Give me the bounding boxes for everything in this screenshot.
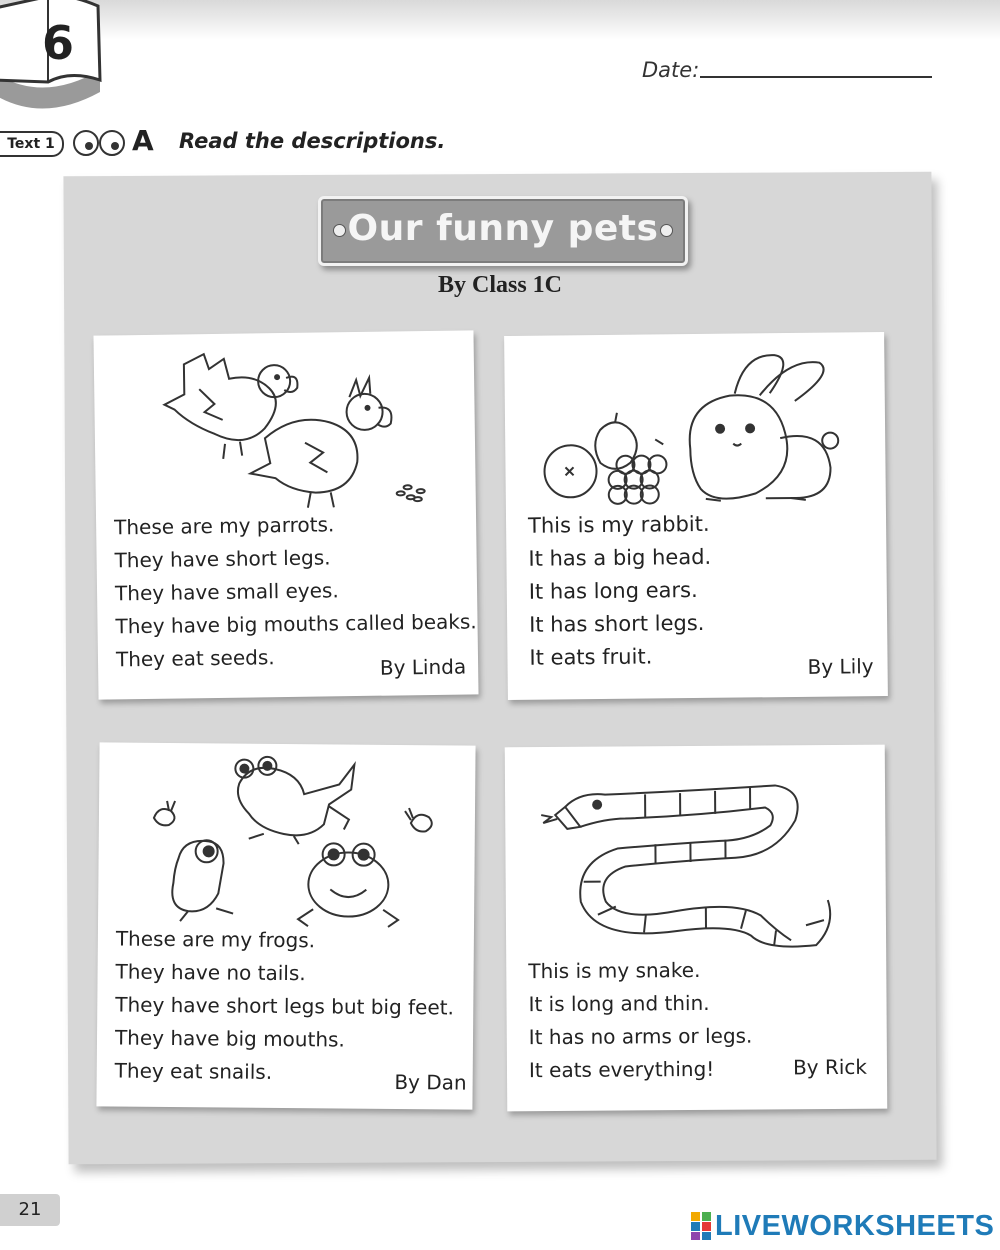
card-text	[528, 954, 753, 1088]
card-line: They have no tails.	[115, 959, 306, 986]
card-text	[115, 923, 455, 1091]
card-line: These are my frogs.	[115, 926, 316, 953]
unit-badge	[0, 0, 110, 110]
card-author: By Dan	[394, 1069, 467, 1095]
card-snake	[505, 745, 888, 1112]
card-line: They have big mouths called beaks.	[115, 609, 477, 639]
card-line: They have short legs but big feet.	[115, 992, 455, 1020]
title-plaque	[318, 196, 688, 266]
card-author: By Linda	[379, 654, 467, 680]
card-line: It has no arms or legs.	[528, 1023, 753, 1050]
snake-illustration-icon	[505, 745, 886, 958]
card-author: By Rick	[792, 1054, 868, 1080]
card-line: It has a big head.	[528, 544, 712, 571]
reading-eyes-icon	[72, 128, 128, 158]
card-line: It has short legs.	[529, 610, 705, 637]
card-frogs	[96, 742, 475, 1109]
date-field[interactable]	[642, 56, 942, 86]
liveworksheets-logo-icon	[690, 1211, 712, 1241]
instruction-text: Read the descriptions.	[179, 129, 446, 153]
card-line: It eats fruit.	[529, 644, 653, 670]
card-line: This is my snake.	[528, 957, 701, 984]
card-line: It eats everything!	[528, 1056, 715, 1083]
rabbit-illustration-icon	[504, 332, 886, 516]
page-number: 21	[0, 1194, 60, 1226]
card-line: They have big mouths.	[114, 1025, 345, 1052]
card-line: This is my rabbit.	[527, 511, 710, 538]
card-line: These are my parrots.	[113, 512, 335, 540]
top-decorative-band	[0, 0, 1000, 40]
watermark-text: LIVEWORKSHEETS	[715, 1210, 995, 1242]
instruction-row	[0, 124, 600, 160]
parrots-illustration-icon	[93, 330, 475, 515]
card-line: They have short legs.	[114, 545, 331, 573]
unit-number: 6	[42, 16, 75, 70]
text-tag: Text 1	[0, 131, 64, 157]
card-line: It has long ears.	[528, 577, 698, 604]
card-line: They eat snails.	[114, 1058, 273, 1084]
card-parrots	[93, 330, 478, 699]
card-text	[528, 508, 712, 675]
card-line: They eat seeds.	[115, 645, 275, 672]
liveworksheets-watermark[interactable]	[690, 1208, 995, 1246]
frogs-illustration-icon	[98, 742, 476, 935]
card-line: They have small eyes.	[114, 578, 339, 606]
article-byline: By Class 1C	[437, 272, 563, 298]
article-title: Our funny pets	[347, 208, 659, 249]
plaque-screw-icon	[660, 224, 673, 237]
card-text	[114, 506, 477, 676]
date-label: Date:	[642, 58, 700, 82]
task-letter: A	[132, 124, 154, 157]
card-author: By Lily	[807, 654, 874, 679]
card-rabbit	[504, 332, 888, 700]
date-underline[interactable]	[700, 76, 932, 78]
card-line: It is long and thin.	[528, 990, 710, 1017]
